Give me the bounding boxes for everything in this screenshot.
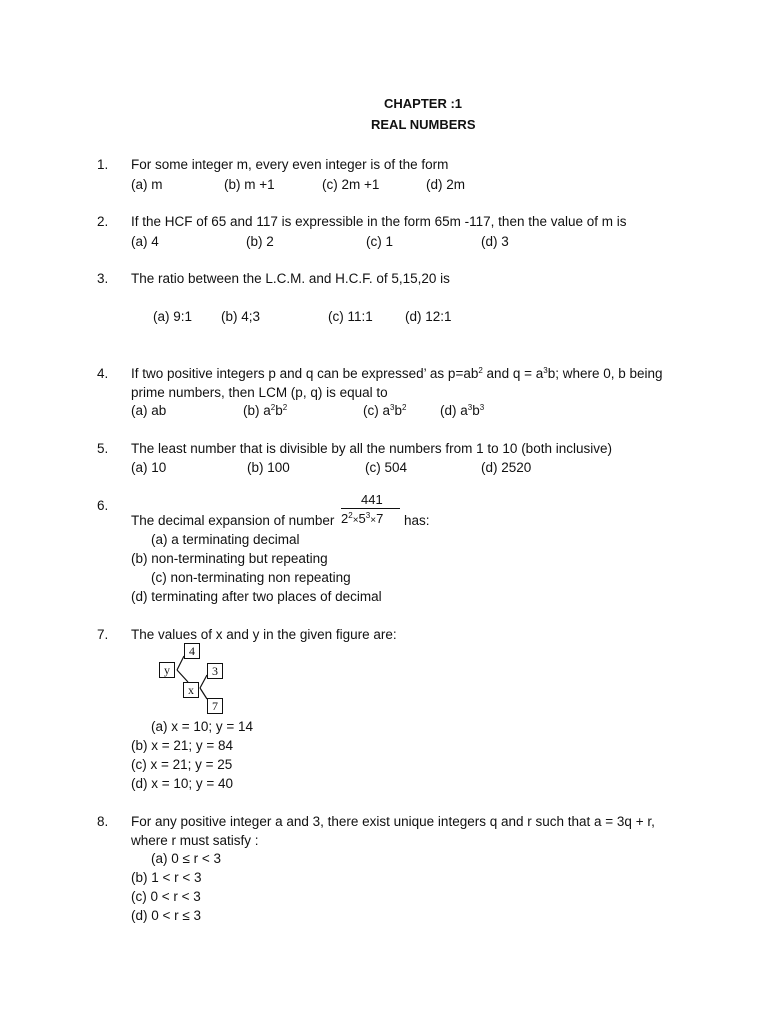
option: (c) 2m +1 <box>322 177 380 192</box>
option: (c) 1 <box>366 234 393 249</box>
option: (a) 4 <box>131 234 159 249</box>
option: (a) 0 ≤ r < 3 <box>151 851 222 866</box>
tree-node-3: 3 <box>207 663 223 679</box>
question-number: 2. <box>97 214 109 229</box>
option: (b) $a^2b^2$ <box>243 403 288 418</box>
question-number: 3. <box>97 271 109 286</box>
option: (a) ab <box>131 403 167 418</box>
question-number: 8. <box>97 814 109 829</box>
option: (c) $a^3b^2$ <box>363 403 407 418</box>
option: (b) 1 < r < 3 <box>131 870 202 885</box>
chapter-heading: CHAPTER :1 <box>384 96 463 111</box>
tree-node-4: 4 <box>184 643 200 659</box>
option: (d) 2m <box>426 177 466 192</box>
question-text: The decimal expansion of number <box>131 513 335 528</box>
question-text: If the HCF of 65 and 117 is expressible in the form 65m -117, then the value of m is <box>131 214 627 229</box>
option: (c) 11:1 <box>328 309 373 324</box>
option: (d) 12:1 <box>405 309 452 324</box>
option: (d) $a^3b^3$ <box>440 403 485 418</box>
option: (d) terminating after two places of decimal <box>131 589 382 604</box>
question-text: The least number that is divisible by all the numbers from 1 to 10 (both inclusive) <box>131 441 612 456</box>
question-number: 7. <box>97 627 109 642</box>
question-text: The values of x and y in the given figure are: <box>131 627 397 642</box>
option: (a) 10 <box>131 460 167 475</box>
question-number: 1. <box>97 157 109 172</box>
option: (b) x = 21; y = 84 <box>131 738 234 753</box>
question-text-suffix: has: <box>404 513 430 528</box>
option: (d) x = 10; y = 40 <box>131 776 234 791</box>
option: (b) 4;3 <box>221 309 261 324</box>
fraction-denominator: $2^2\times 5^3\times 7$ <box>341 511 384 526</box>
option: (b) 100 <box>247 460 290 475</box>
option: (a) a terminating decimal <box>151 532 300 547</box>
question-text: For some integer m, every even integer is of the form <box>131 157 449 172</box>
option: (d) 2520 <box>481 460 532 475</box>
page-title: REAL NUMBERS <box>371 117 476 132</box>
option: (c) 504 <box>365 460 408 475</box>
question-number: 6. <box>97 498 109 513</box>
option: (a) m <box>131 177 163 192</box>
option: (c) x = 21; y = 25 <box>131 757 233 772</box>
question-number: 4. <box>97 366 109 381</box>
option: (a) 9:1 <box>153 309 193 324</box>
question-text-line2: where r must satisfy : <box>131 833 259 848</box>
option: (d) 0 < r ≤ 3 <box>131 908 202 923</box>
option: (c) non-terminating non repeating <box>151 570 351 585</box>
option: (a) x = 10; y = 14 <box>151 719 254 734</box>
option: (b) non-terminating but repeating <box>131 551 328 566</box>
fraction-numerator: 441 <box>361 492 383 507</box>
question-number: 5. <box>97 441 109 456</box>
tree-node-7: 7 <box>207 698 223 714</box>
question-text: If two positive integers p and q can be expressed’ as $p=ab^2$ and $q = a^3b$; where 0, b being <box>131 366 663 381</box>
question-text-line2: prime numbers, then LCM (p, q) is equal to <box>131 385 388 400</box>
tree-node-y: y <box>159 662 175 678</box>
question-text: For any positive integer a and 3, there exist unique integers q and r such that a = 3q + r, <box>131 814 655 829</box>
option: (b) 2 <box>246 234 274 249</box>
tree-node-x: x <box>183 682 199 698</box>
question-text: The ratio between the L.C.M. and H.C.F. of 5,15,20 is <box>131 271 450 286</box>
option: (b) m +1 <box>224 177 275 192</box>
option: (d) 3 <box>481 234 509 249</box>
option: (c) 0 < r < 3 <box>131 889 201 904</box>
fraction-bar <box>341 508 400 509</box>
